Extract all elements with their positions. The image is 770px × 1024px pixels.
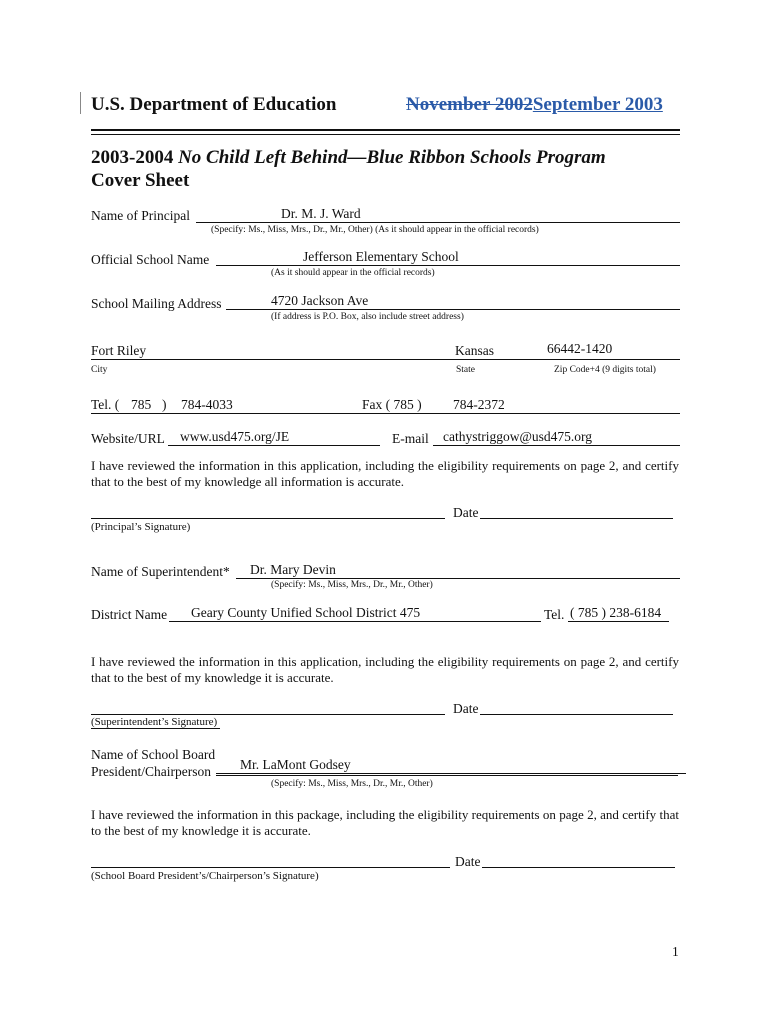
superintendent-value: Dr. Mary Devin (250, 562, 336, 577)
mailing-address-label: School Mailing Address (91, 296, 222, 311)
board-field-underline (216, 775, 678, 776)
school-name-field[interactable] (216, 251, 680, 266)
board-signature-line[interactable] (91, 854, 450, 868)
tel-fax-field[interactable] (91, 398, 680, 414)
zip-value: 66442-1420 (547, 341, 613, 356)
superintendent-signature-caption-text: (Superintendent’s Signature) (91, 716, 220, 729)
email-field[interactable] (433, 431, 680, 446)
page-number: 1 (672, 944, 679, 959)
old-date: November 2002 (406, 94, 533, 115)
board-value: Mr. LaMont Godsey (240, 757, 351, 772)
superintendent-hint: (Specify: Ms., Miss, Mrs., Dr., Mr., Other) (271, 580, 433, 590)
page-title (91, 146, 606, 192)
tel-close-paren: ) (162, 397, 167, 412)
school-name-value: Jefferson Elementary School (303, 249, 459, 264)
principal-signature-caption: (Principal’s Signature) (91, 521, 191, 533)
principal-date-field[interactable] (480, 505, 673, 519)
email-value: cathystriggow@usd475.org (443, 429, 593, 444)
fax-label: Fax ( 785 ) (362, 397, 422, 412)
fax-number: 784-2372 (453, 397, 505, 412)
header-rule-thick (91, 129, 680, 131)
state-label: State (456, 365, 475, 375)
principal-label: Name of Principal (91, 208, 190, 223)
superintendent-date-field[interactable] (480, 701, 673, 715)
district-value: Geary County Unified School District 475 (191, 605, 421, 620)
school-name-hint: (As it should appear in the official records) (271, 268, 435, 278)
mailing-address-field[interactable] (226, 295, 680, 310)
department-name: U.S. Department of Education (91, 94, 337, 115)
district-tel-value: ( 785 ) 238-6184 (570, 605, 662, 620)
header-rule-thin (91, 134, 680, 135)
board-label-line2: President/Chairperson (91, 764, 211, 779)
email-label: E-mail (392, 431, 429, 446)
tel-label: Tel. ( (91, 397, 120, 412)
superintendent-field[interactable] (236, 564, 680, 579)
board-certification: I have reviewed the information in this package, including the eligibility requirements on page 2, and certify that to the best of my knowledge it is accurate. (91, 807, 679, 838)
board-date-label: Date (455, 854, 481, 869)
city-value: Fort Riley (91, 343, 147, 358)
website-field[interactable] (168, 431, 380, 446)
title-program: No Child Left Behind—Blue Ribbon Schools Program (178, 147, 606, 168)
principal-field[interactable] (196, 208, 680, 223)
superintendent-date-label: Date (453, 701, 479, 716)
superintendent-certification: I have reviewed the information in this application, including the eligibility requirements on page 2, and certify that to the best of my knowledge it is accurate. (91, 654, 679, 685)
state-value: Kansas (455, 343, 494, 358)
new-date: September 2003 (532, 94, 663, 115)
title-cover-sheet: Cover Sheet (91, 170, 190, 191)
superintendent-signature-line[interactable] (91, 701, 445, 715)
superintendent-label: Name of Superintendent* (91, 564, 230, 579)
district-tel-label: Tel. (544, 607, 565, 622)
board-field[interactable] (216, 759, 686, 774)
principal-signature-line[interactable] (91, 505, 445, 519)
principal-value: Dr. M. J. Ward (281, 206, 361, 221)
zip-label: Zip Code+4 (9 digits total) (554, 365, 656, 375)
mailing-address-hint: (If address is P.O. Box, also include street address) (271, 312, 464, 322)
city-label: City (91, 365, 108, 375)
revision-bar (80, 92, 81, 114)
principal-hint: (Specify: Ms., Miss, Mrs., Dr., Mr., Other) (As it should appear in the official records) (211, 225, 539, 235)
mailing-address-value: 4720 Jackson Ave (271, 293, 369, 308)
title-year: 2003-2004 (91, 147, 179, 168)
board-label-line1: Name of School Board (91, 747, 216, 762)
school-name-label: Official School Name (91, 252, 210, 267)
board-date-field[interactable] (482, 854, 675, 868)
tel-area-code: 785 (131, 397, 152, 412)
superintendent-signature-caption (91, 716, 220, 728)
principal-certification: I have reviewed the information in this application, including the eligibility requirements on page 2, and certify that to the best of my knowledge all information is accurate. (91, 458, 679, 489)
district-label: District Name (91, 607, 168, 622)
city-state-zip-field[interactable] (91, 341, 680, 360)
district-tel-field[interactable] (568, 607, 669, 622)
board-signature-caption: (School Board President’s/Chairperson’s Signature) (91, 870, 319, 882)
principal-date-label: Date (453, 505, 479, 520)
board-hint: (Specify: Ms., Miss, Mrs., Dr., Mr., Other) (271, 779, 433, 789)
district-field[interactable] (169, 607, 541, 622)
tel-number: 784-4033 (181, 397, 233, 412)
website-label: Website/URL (91, 431, 165, 446)
revision-date (406, 94, 663, 116)
website-value: www.usd475.org/JE (180, 429, 290, 444)
